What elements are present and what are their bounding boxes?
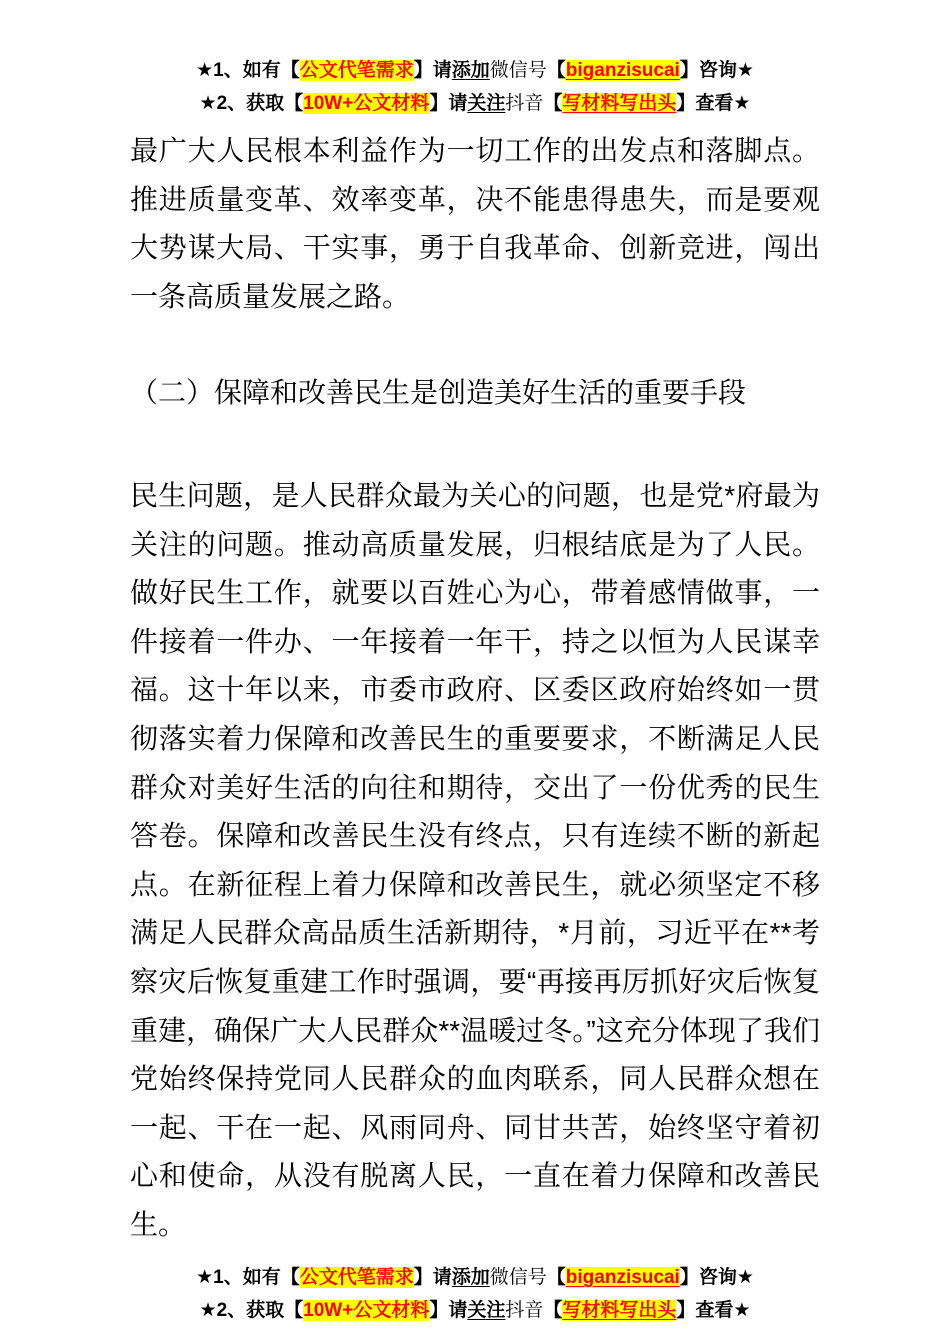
- promo-text: 】咨询★: [679, 1267, 754, 1289]
- promo-wechat-id: biganzisucai: [565, 1267, 680, 1289]
- body-paragraph-1: 最广大人民根本利益作为一切工作的出发点和落脚点。推进质量变革、效率变革，决不能患得患失，而是要观大势谋大局、干实事，勇于自我革命、创新竞进，闯出一条高质量发展之路。: [130, 135, 820, 312]
- promo-text: 】请: [429, 93, 468, 114]
- promo-highlight-materials: 10W+公文材料: [303, 1300, 430, 1322]
- promo-underline-action: 添加: [451, 1267, 490, 1289]
- promo-text: 微信号: [489, 60, 547, 81]
- promo-footer: [0, 1261, 950, 1327]
- promo-text: 】请: [413, 60, 452, 81]
- promo-text: ★1、如有【: [196, 60, 300, 81]
- promo-text: ★2、获取【: [199, 93, 304, 114]
- promo-text: 】查看★: [676, 1300, 751, 1322]
- promo-underline-action: 添加: [451, 60, 490, 81]
- promo-footer-line-2: [0, 1294, 950, 1327]
- promo-header: [0, 0, 950, 120]
- promo-underline-action: 关注: [467, 93, 506, 114]
- promo-text: 微信号: [489, 1267, 547, 1289]
- promo-highlight-service: 公文代笔需求: [299, 1267, 414, 1289]
- promo-text: ★2、获取【: [199, 1300, 304, 1322]
- promo-wechat-id: biganzisucai: [565, 60, 680, 81]
- promo-douyin-account: 写材料写出头: [562, 1300, 677, 1322]
- promo-header-line-1: [0, 54, 950, 87]
- promo-text: 】咨询★: [679, 60, 754, 81]
- promo-highlight-materials: 10W+公文材料: [303, 93, 430, 114]
- promo-text: 【: [543, 1300, 563, 1322]
- promo-text: ★1、如有【: [196, 1267, 300, 1289]
- promo-text: 抖音: [505, 93, 544, 114]
- promo-underline-action: 关注: [467, 1300, 506, 1322]
- promo-douyin-account: 写材料写出头: [562, 93, 677, 114]
- promo-text: 【: [546, 60, 566, 81]
- promo-text: 抖音: [505, 1300, 544, 1322]
- promo-text: 【: [543, 93, 563, 114]
- promo-header-line-2: [0, 87, 950, 120]
- promo-text: 】请: [413, 1267, 452, 1289]
- promo-text: 】查看★: [676, 93, 751, 114]
- section-heading: （二）保障和改善民生是创造美好生活的重要手段: [130, 377, 747, 409]
- promo-highlight-service: 公文代笔需求: [299, 60, 414, 81]
- promo-footer-line-1: [0, 1261, 950, 1294]
- promo-text: 】请: [429, 1300, 468, 1322]
- body-paragraph-2: 民生问题，是人民群众最为关心的问题，也是党*府最为关注的问题。推动高质量发展，归根结底是为了人民。做好民生工作，就要以百姓心为心，带着感情做事，一件接着一件办、一年接着一年干，持之以恒为人民谋幸福。这十年以来，市委市政府、区委区政府始终如一贯彻落实着力保障和改善民生的重要要求，不断满足人民群众对美好生活的向往和期待，交出了一份优秀的民生答卷。保障和改善民生没有终点，只有连续不断的新起点。在新征程上着力保障和改善民生，就必须坚定不移满足人民群众高品质生活新期待，*月前，习近平在**考察灾后恢复重建工作时强调，要“再接再厉抓好灾后恢复重建，确保广大人民群众**温暖过冬。”这充分体现了我们党始终保持党同人民群众的血肉联系，同人民群众想在一起、干在一起、风雨同舟、同甘共苦，始终坚守着初心和使命，从没有脱离人民，一直在着力保障和改善民生。: [130, 479, 820, 1240]
- promo-text: 【: [546, 1267, 566, 1289]
